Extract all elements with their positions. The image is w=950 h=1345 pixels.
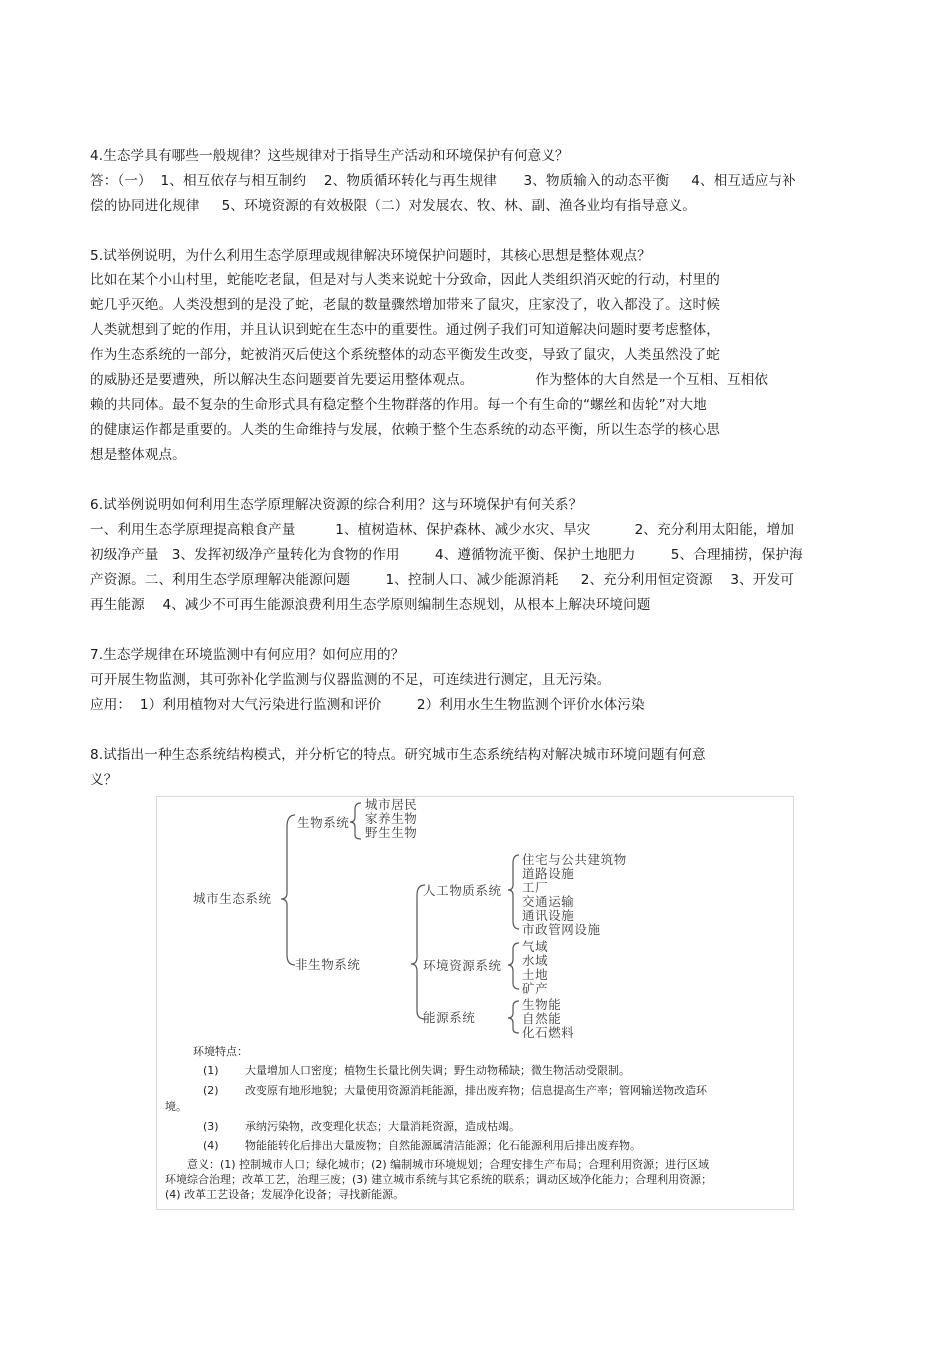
note-text: 承纳污染物，改变理化状态；大量消耗资源，造成枯竭。	[245, 1120, 520, 1133]
meaning-line: 意义：(1) 控制城市人口；绿化城市；(2) 编制城市环境规划；合理安排生产布局；合理利用资源；进行区域	[187, 1158, 710, 1171]
diagram-group-item: 通讯设施	[522, 908, 575, 923]
diagram-bio-item: 城市居民	[365, 797, 418, 812]
diagram-group-item: 市政管网设施	[522, 922, 601, 937]
diagram-group-item: 水域	[522, 953, 549, 968]
q5-answer-line: 蛇几乎灭绝。人类没想到的是没了蛇，老鼠的数量骤然增加带来了鼠灾，庄家没了，收入都没了。这时候	[90, 297, 720, 313]
note-number: (2)	[203, 1084, 219, 1097]
q6-answer-line: 一、利用生态学原理提高粮食产量 1、植树造林、保护森林、减少水灾、旱灾 2、充分利用太阳能，增加	[90, 522, 795, 538]
q5-answer-line: 的威胁还是要遭殃，所以解决生态问题要首先要运用整体观点。 作为整体的大自然是一个互相、互相依	[90, 372, 769, 388]
diagram-group-item: 工厂	[522, 880, 549, 895]
diagram-group-item: 道路设施	[522, 866, 575, 881]
diagram-group-label: 环境资源系统	[423, 958, 502, 973]
q7-answer-line: 可开展生物监测，其可弥补化学监测与仪器监测的不足，可连续进行测定，且无污染。	[90, 672, 611, 688]
q5-answer-line: 赖的共同体。最不复杂的生命形式具有稳定整个生物群落的作用。每一个有生命的“螺丝和齿轮”对大地	[90, 397, 707, 413]
q4-answer-line: 偿的协同进化规律 5、环境资源的有效极限（二）对发展农、牧、林、副、渔各业均有指导意义。	[90, 198, 696, 214]
q6-answer-line: 产资源。二、利用生态学原理解决能源问题 1、控制人口、减少能源消耗 2、充分利用恒定资源 3、开发可	[90, 572, 794, 588]
diagram-group-item: 住宅与公共建筑物	[522, 852, 627, 867]
q5-answer-line: 作为生态系统的一部分，蛇被消灭后使这个系统整体的动态平衡发生改变，导致了鼠灾，人类虽然没了蛇	[90, 347, 720, 363]
q6-answer-line: 再生能源 4、减少不可再生能源浪费利用生态学原则编制生态规划，从根本上解决环境问题	[90, 597, 651, 613]
diagram-group-item: 生物能	[522, 997, 562, 1012]
diagram-bio-item: 家养生物	[365, 811, 418, 826]
note-text: 物能能转化后排出大量废物；自然能源属清洁能源；化石能源利用后排出废弃物。	[245, 1139, 641, 1152]
meaning-line: 环境综合治理；改革工艺，治理三废；(3) 建立城市系统与其它系统的联系；调动区域净化能力；合理利用资源；	[165, 1173, 713, 1186]
q5-answer-line: 想是整体观点。	[90, 447, 186, 463]
note-text-continued: 境。	[165, 1100, 187, 1113]
q4-title: 4.生态学具有哪些一般规律？这些规律对于指导生产活动和环境保护有何意义？	[90, 148, 569, 164]
diagram-group-item: 化石燃料	[522, 1025, 575, 1040]
diagram-group-item: 矿产	[522, 981, 549, 996]
diagram-group-item: 自然能	[522, 1011, 562, 1026]
q5-answer-line: 人类就想到了蛇的作用，并且认识到蛇在生态中的重要性。通过例子我们可知道解决问题时要考虑整体，	[90, 322, 720, 338]
urban-ecosystem-figure	[156, 796, 794, 1210]
note-number: (3)	[203, 1120, 219, 1133]
note-text: 改变原有地形地貌；大量使用资源消耗能源，排出废弃物；信息提高生产率；管网输送物改造环	[245, 1084, 707, 1097]
q8-title-line: 义？	[90, 772, 118, 788]
note-number: (4)	[203, 1139, 219, 1152]
note-text: 大量增加人口密度；植物生长量比例失调；野生动物稀缺；微生物活动受限制。	[245, 1064, 630, 1077]
q5-title: 5.试举例说明，为什么利用生态学原理或规律解决环境保护问题时，其核心思想是整体观点？	[90, 248, 651, 264]
diagram-root-label: 城市生态系统	[193, 891, 272, 906]
q4-answer-line: 答：（一） 1、相互依存与相互制约 2、物质循环转化与再生规律 3、物质输入的动态平衡 4、相互适应与补	[90, 173, 796, 189]
meaning-line: (4) 改革工艺设备；发展净化设备；寻找新能源。	[165, 1188, 405, 1201]
diagram-group-item: 交通运输	[522, 894, 575, 909]
notes-heading: 环境特点：	[193, 1045, 248, 1058]
diagram-group-label: 人工物质系统	[423, 883, 502, 898]
diagram-bio-label: 生物系统	[297, 815, 350, 830]
q5-answer-line: 比如在某个小山村里，蛇能吃老鼠，但是对与人类来说蛇十分致命，因此人类组织消灭蛇的行动，村里的	[90, 272, 720, 288]
note-number: (1)	[203, 1064, 219, 1077]
diagram-group-item: 气域	[522, 939, 549, 954]
diagram-group-item: 土地	[522, 967, 549, 982]
q8-title-line: 8.试指出一种生态系统结构模式，并分析它的特点。研究城市生态系统结构对解决城市环境问题有何意	[90, 747, 706, 763]
q7-title: 7.生态学规律在环境监测中有何应用？如何应用的？	[90, 647, 405, 663]
diagram-nonbio-label: 非生物系统	[295, 957, 361, 972]
q6-answer-line: 初级净产量 3、发挥初级净产量转化为食物的作用 4、遵循物流平衡、保护土地肥力 5、合理捕捞，保护海	[90, 547, 803, 563]
diagram-bio-item: 野生生物	[365, 825, 418, 840]
q5-answer-line: 的健康运作都是重要的。人类的生命维持与发展，依赖于整个生态系统的动态平衡，所以生态学的核心思	[90, 422, 720, 438]
diagram-group-label: 能源系统	[423, 1010, 476, 1025]
q7-answer-line: 应用： 1）利用植物对大气污染进行监测和评价 2）利用水生生物监测个评价水体污染	[90, 697, 645, 713]
q6-title: 6.试举例说明如何利用生态学原理解决资源的综合利用？这与环境保护有何关系？	[90, 497, 583, 513]
